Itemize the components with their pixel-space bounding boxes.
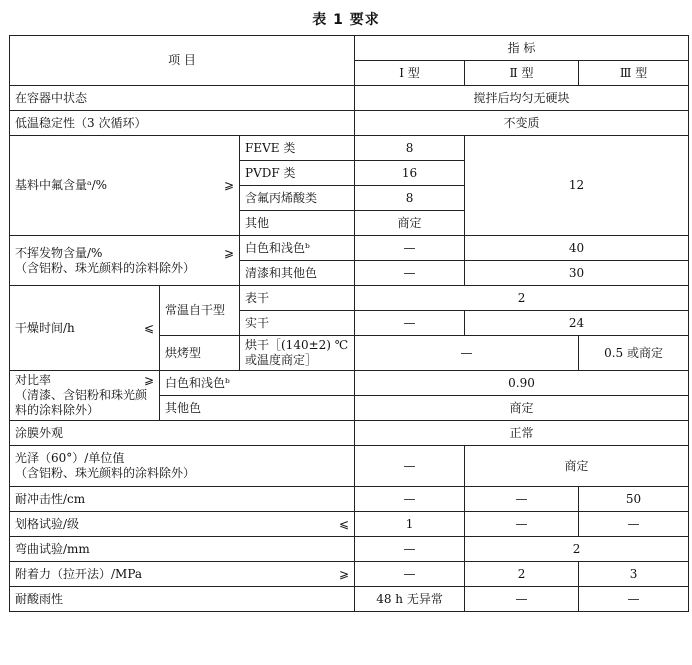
table-row xyxy=(10,286,689,311)
header-indicator: 指 标 xyxy=(355,36,689,61)
sub-label: 清漆和其他色 xyxy=(240,261,355,286)
cell-value: — xyxy=(465,587,579,612)
drying-label: 干燥时间/h xyxy=(15,320,75,335)
group-label: 常温自干型 xyxy=(160,286,240,336)
cell-value: 商定 xyxy=(355,396,689,421)
cell-value: 商定 xyxy=(465,446,689,487)
cell-value: — xyxy=(355,446,465,487)
sub-label: 白色和浅色ᵇ xyxy=(160,371,355,396)
cell-value: — xyxy=(355,487,465,512)
header-row xyxy=(10,36,689,61)
cell-value: — xyxy=(355,236,465,261)
comparison-symbol: ⩾ xyxy=(223,178,234,192)
cell-value: 48 h 无异常 xyxy=(355,587,465,612)
cell-value: 12 xyxy=(465,136,689,236)
gloss-label: 光泽（60°）/单位值 xyxy=(15,451,125,465)
cell-value: 40 xyxy=(465,236,689,261)
row-label xyxy=(10,236,240,286)
contrast-note: （清漆、含铝粉和珠光颜料的涂料除外） xyxy=(15,388,148,417)
table-row xyxy=(10,111,689,136)
cell-value: 16 xyxy=(355,161,465,186)
row-label: 耐冲击性/cm xyxy=(10,487,355,512)
table-row xyxy=(10,537,689,562)
cell-value: 3 xyxy=(579,562,689,587)
row-value: 搅拌后均匀无硬块 xyxy=(355,86,689,111)
cell-value: 8 xyxy=(355,136,465,161)
cell-value: — xyxy=(579,587,689,612)
cell-value: — xyxy=(465,512,579,537)
cell-value: 商定 xyxy=(355,211,465,236)
cell-value: 1 xyxy=(355,512,465,537)
cell-value: 2 xyxy=(465,562,579,587)
sub-label: 含氟丙烯酸类 xyxy=(240,186,355,211)
table-row xyxy=(10,421,689,446)
cell-value: 24 xyxy=(465,311,689,336)
adhesion-label: 附着力（拉开法）/MPa xyxy=(15,566,143,581)
cell-value: 0.5 或商定 xyxy=(579,336,689,371)
header-type-3: Ⅲ 型 xyxy=(579,61,689,86)
row-label xyxy=(10,446,355,487)
row-value: 正常 xyxy=(355,421,689,446)
row-label: 低温稳定性（3 次循环） xyxy=(10,111,355,136)
table-title: 表 1 要求 xyxy=(312,12,380,28)
cell-value: — xyxy=(355,311,465,336)
table-row xyxy=(10,136,689,161)
fluorine-label: 基料中氟含量ᵃ/% xyxy=(15,178,108,192)
table-row xyxy=(10,371,689,396)
header-item: 项 目 xyxy=(10,36,355,86)
comparison-symbol: ⩾ xyxy=(223,245,234,260)
cell-value: 2 xyxy=(465,537,689,562)
crosscut-label: 划格试验/级 xyxy=(15,516,80,531)
cell-value: 8 xyxy=(355,186,465,211)
header-type-1: Ⅰ 型 xyxy=(355,61,465,86)
cell-value: — xyxy=(355,261,465,286)
cell-value: — xyxy=(355,562,465,587)
cell-value: — xyxy=(355,336,579,371)
row-label: 弯曲试验/mm xyxy=(10,537,355,562)
table-row xyxy=(10,587,689,612)
comparison-symbol: ⩾ xyxy=(338,566,350,581)
cell-value: 2 xyxy=(355,286,689,311)
comparison-symbol: ⩾ xyxy=(143,373,154,387)
sub-label: 实干 xyxy=(240,311,355,336)
row-label: 耐酸雨性 xyxy=(10,587,355,612)
table-row xyxy=(10,562,689,587)
sub-label: 其他色 xyxy=(160,396,355,421)
cell-value: 0.90 xyxy=(355,371,689,396)
comparison-symbol: ⩽ xyxy=(143,320,154,335)
row-label xyxy=(10,512,355,537)
table-row xyxy=(10,236,689,261)
table-row xyxy=(10,446,689,487)
nonvolatile-label: 不挥发物含量/% xyxy=(15,245,103,260)
row-label: 涂膜外观 xyxy=(10,421,355,446)
sub-label: FEVE 类 xyxy=(240,136,355,161)
row-label xyxy=(10,286,160,371)
comparison-symbol: ⩽ xyxy=(338,516,350,531)
cell-value: 30 xyxy=(465,261,689,286)
cell-value: 50 xyxy=(579,487,689,512)
gloss-note: （含铝粉、珠光颜料的涂料除外） xyxy=(15,466,196,480)
cell-value: — xyxy=(579,512,689,537)
group-label: 烘烤型 xyxy=(160,336,240,371)
sub-label: PVDF 类 xyxy=(240,161,355,186)
requirements-table xyxy=(9,35,689,612)
row-label: 在容器中状态 xyxy=(10,86,355,111)
sub-label: 烘干［(140±2) ℃ 或温度商定］ xyxy=(240,336,355,371)
header-type-2: Ⅱ 型 xyxy=(465,61,579,86)
table-row xyxy=(10,487,689,512)
cell-value: — xyxy=(465,487,579,512)
table-row xyxy=(10,86,689,111)
contrast-label: 对比率 xyxy=(15,373,52,387)
table-row xyxy=(10,512,689,537)
sub-label: 其他 xyxy=(240,211,355,236)
row-label xyxy=(10,562,355,587)
sub-label: 表干 xyxy=(240,286,355,311)
sub-label: 白色和浅色ᵇ xyxy=(240,236,355,261)
nonvolatile-note: （含铝粉、珠光颜料的涂料除外） xyxy=(15,260,196,275)
row-value: 不变质 xyxy=(355,111,689,136)
row-label xyxy=(10,136,240,236)
cell-value: — xyxy=(355,537,465,562)
row-label xyxy=(10,371,160,421)
